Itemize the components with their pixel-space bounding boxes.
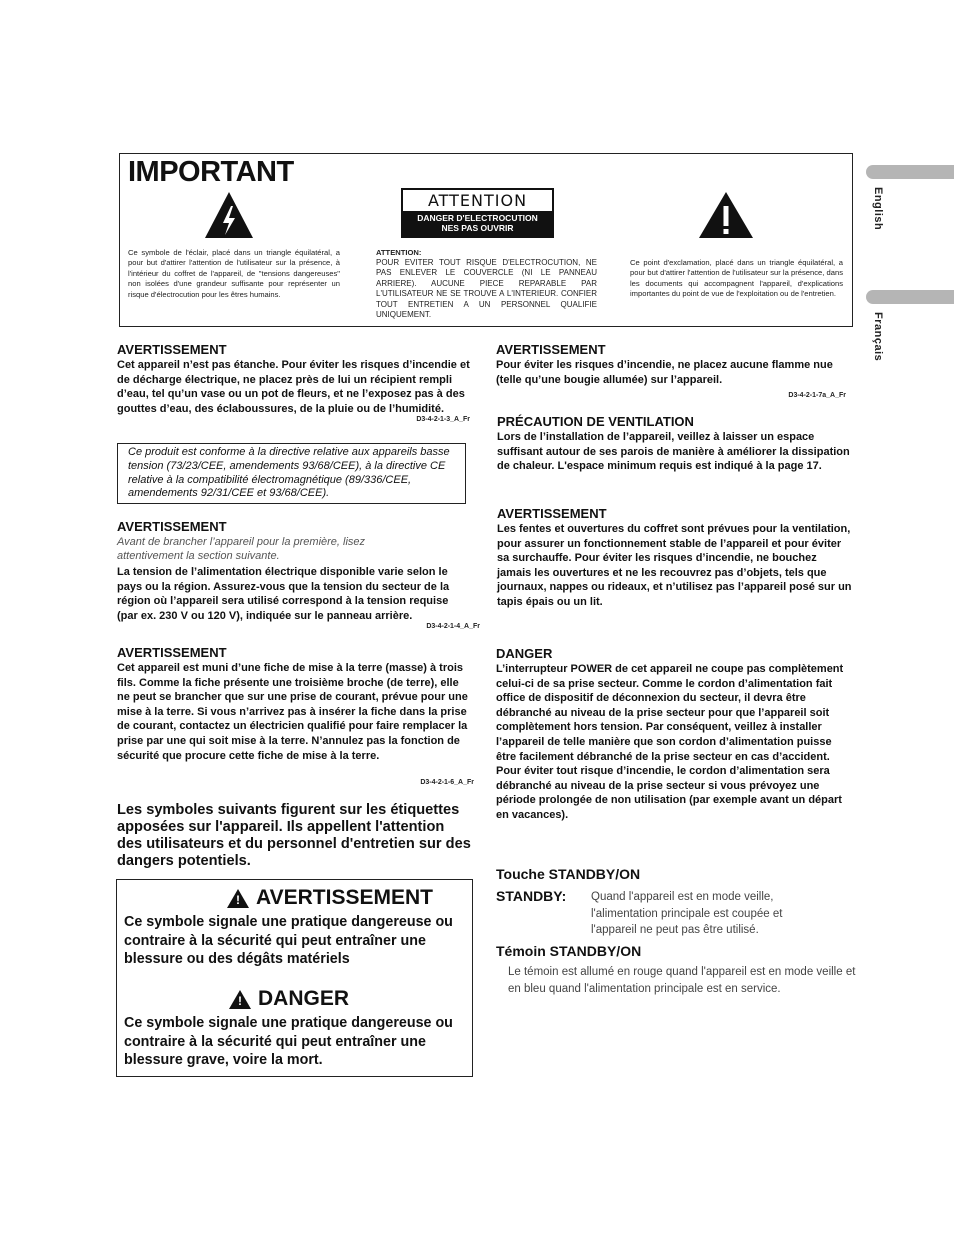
attention-label-danger — [403, 211, 552, 236]
r1-title: AVERTISSEMENT — [496, 342, 606, 357]
box-warning-text: Ce symbole signale une pratique dangereuse ou contraire à la sécurité qui peut entraîner une blessure ou des dégâts matériels — [124, 914, 453, 967]
r2-title: PRÉCAUTION DE VENTILATION — [497, 414, 694, 429]
r1-text: Pour éviter les risques d’incendie, ne placez aucune flamme nue (telle qu’une bougie allumée) sur l’appareil. — [496, 359, 833, 386]
english-tab-label: English — [872, 187, 884, 231]
r3-text: Les fentes et ouvertures du coffret sont prévues pour la ventilation, pour assurer un fonctionnement stable de l’appareil et pour éviter sa surchauffe. Pour éviter les risques d’incendie, ne bouchez jamais les ouvertures et ne les recouvrez pas d’objets, tels que journaux, nappes ou rideaux, et n’utilisez pas l’appareil posé sur un tapis épais ou un lit. — [497, 523, 852, 608]
francais-tab-label: Français — [872, 312, 884, 362]
temoin-text: Le témoin est allumé en rouge quand l'appareil est en mode veille et en bleu quand l'alimentation principale est en service. — [508, 966, 856, 995]
w2-title: AVERTISSEMENT — [117, 519, 227, 534]
conformity-text: Ce produit est conforme à la directive relative aux appareils basse tension (73/23/CEE, amendements 93/68/CEE), à la directive CE relative à la compatibilité électromagnétique (89/336/CEE, amendements 92/31/CEE et 93/68/CEE). — [128, 446, 450, 500]
r4-text: L’interrupteur POWER de cet appareil ne coupe pas complètement celui-ci de sa prise secteur. Comme le cordon d’alimentation fait office de dispositif de déconnexion du secteur, il devra être débranché au niveau de la prise secteur pour que l’appareil soit complètement hors tension. Par conséquent, veillez à installer l’appareil de telle manière que son cordon d’alimentation puisse être facilement débranché de la prise secteur en cas d’accident. Pour éviter tout risque d’incendie, le cordon d’alimentation sera débranché au niveau de la prise secteur si vous prévoyez une période prolongée de non utilisation (par exemple avant un départ en vacances). — [496, 663, 844, 821]
r3-title: AVERTISSEMENT — [497, 506, 607, 521]
r2-text: Lors de l’installation de l’appareil, veillez à laisser un espace suffisant autour de ses parois de manière à améliorer la dissipation de chaleur. L'espace minimum requis est indiqué à la page 17. — [497, 431, 850, 473]
w2-text: La tension de l’alimentation électrique disponible varie selon le pays ou la région. Assurez-vous que la tension du secteur de la région où l’appareil sera utilisé correspond à la tension requise (par ex. 230 V ou 120 V), indiquée sur le panneau arrière. — [117, 566, 450, 622]
lightning-symbol-text: Ce symbole de l'éclair, placé dans un triangle équilatéral, a pour but d'attirer l'attention de l'utilisateur sur la présence, à l'intérieur du coffret de l'appareil, de "tensions dangereuses" non isolées d'une grandeur suffisante pour représenter un risque d'électrocution pour les êtres humains. — [128, 248, 340, 299]
w1-code: D3-4-2-1-3_A_Fr — [416, 416, 470, 423]
exclamation-warning-icon — [698, 190, 754, 240]
important-title: IMPORTANT — [128, 156, 294, 188]
w2-subtitle: Avant de brancher l’appareil pour la première, lisez attentivement la section suivante. — [117, 536, 366, 562]
box-danger-text: Ce symbole signale une pratique dangereuse ou contraire à la sécurité qui peut entraîner une blessure grave, voire la mort. — [124, 1015, 453, 1068]
important-box — [119, 153, 853, 327]
w1-title: AVERTISSEMENT — [117, 342, 227, 357]
w1-text: Cet appareil n’est pas étanche. Pour éviter les risques d’incendie et de décharge électrique, ne placez près de lui un récipient rempli d’eau, tel qu’un vase ou un pot de fleurs, et ne l’exposez pas à des gouttes d’eau, des éclaboussures, de la pluie ou de l’humidité. — [117, 359, 470, 415]
lightning-warning-icon — [204, 190, 254, 240]
attention-text: POUR EVITER TOUT RISQUE D'ELECTROCUTION, NE PAS ENLEVER LE COUVERCLE (NI LE PANNEAU ARRIERE). AUCUNE PIECE REPARABLE PAR L'UTILISATEUR NE SE TROUVE A L'INTERIEUR. CONFIER TOUT ENTRETIEN A UN PERSONNEL QUALIFIE UNIQUEMENT. — [376, 258, 597, 320]
box-danger-head — [229, 987, 349, 1011]
box-warning-title: AVERTISSEMENT — [256, 886, 433, 909]
attention-label-title: ATTENTION — [427, 191, 528, 210]
symbols-heading: Les symboles suivants figurent sur les étiquettes apposées sur l'appareil. Ils appellent l'attention des utilisateurs et du personnel d'entretien sur des dangers potentiels. — [117, 802, 471, 869]
conformity-box — [117, 443, 466, 504]
standby-label: STANDBY: — [496, 888, 567, 904]
danger-triangle-icon: ! — [229, 990, 251, 1009]
w3-title: AVERTISSEMENT — [117, 645, 227, 660]
r4-title: DANGER — [496, 646, 553, 661]
w2-code: D3-4-2-1-4_A_Fr — [426, 623, 480, 630]
r1-code: D3-4-2-1-7a_A_Fr — [788, 392, 846, 399]
francais-tab-bar — [866, 290, 954, 304]
attention-heading: ATTENTION: — [376, 248, 422, 257]
box-danger-title: DANGER — [258, 987, 350, 1010]
exclamation-symbol-text: Ce point d'exclamation, placé dans un triangle équilatéral, a pour but d'attirer l'attention de l'utilisateur sur la présence, dans les documents qui accompagnent l'appareil, d'explications importantes du point de vue de l'exploitation ou de l'entretien. — [630, 258, 843, 299]
symbols-box — [116, 879, 473, 1077]
temoin-title: Témoin STANDBY/ON — [496, 943, 642, 959]
w3-text: Cet appareil est muni d’une fiche de mise à la terre (masse) à trois fils. Comme la fiche présente une troisième broche (de terre), elle ne peut se brancher que sur une prise de courant, prévue pour une mise à la terre. Si vous n’arrivez pas à insérer la fiche dans la prise de courant, contactez un électricien qualifié pour faire remplacer la prise par une qui soit mise à la terre. N’annulez pas la fonction de sécurité que procure cette fiche de mise à la terre. — [117, 662, 468, 762]
box-warning-head — [227, 886, 433, 910]
english-tab-bar — [866, 165, 954, 179]
standby-text: Quand l'appareil est en mode veille, l'alimentation principale est coupée et l'appareil ne peut pas être utilisé. — [591, 891, 783, 936]
attention-danger-line2: NES PAS OUVRIR — [441, 223, 514, 233]
warning-triangle-icon: ! — [227, 889, 249, 908]
attention-label — [401, 188, 554, 238]
w3-code: D3-4-2-1-6_A_Fr — [420, 779, 474, 786]
standby-title: Touche STANDBY/ON — [496, 866, 641, 882]
attention-danger-line1: DANGER D'ELECTROCUTION — [417, 213, 538, 223]
